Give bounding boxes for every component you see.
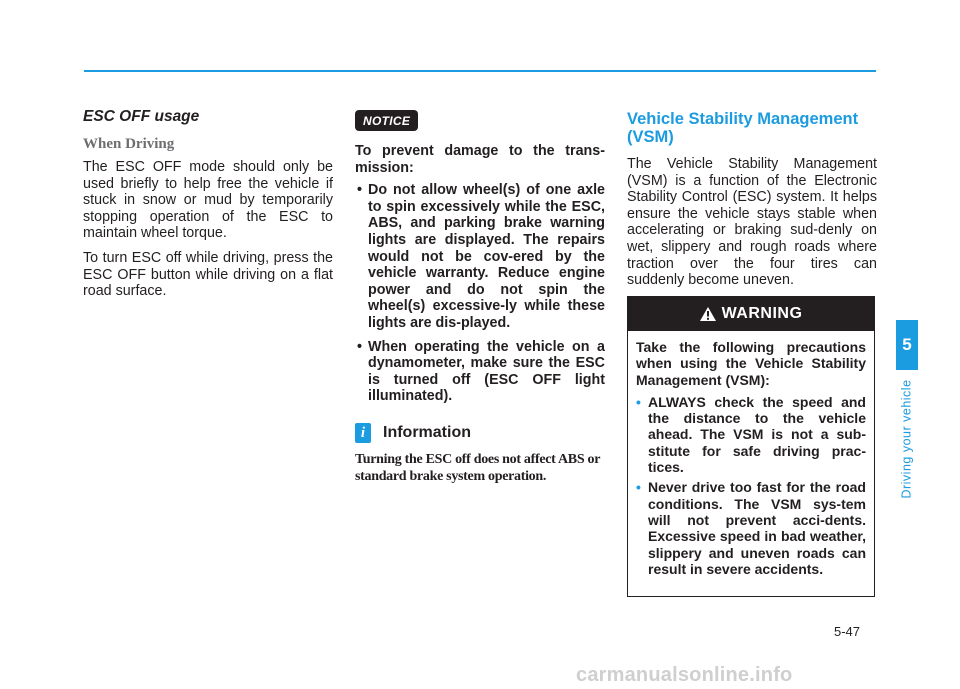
bullet-icon: •	[357, 338, 363, 355]
list-item	[636, 394, 866, 475]
warning-label: WARNING	[721, 305, 803, 322]
notice-intro: To prevent damage to the trans-mission:	[355, 143, 605, 176]
paragraph: The ESC OFF mode should only be used briefly to help free the vehicle if stuck in snow or mud by temporarily stopping operation of the ESC to maintain wheel torque.	[83, 159, 333, 242]
header-rule	[84, 70, 876, 72]
warning-intro: Take the following precautions when using the Vehicle Stability Management (VSM):	[636, 339, 866, 388]
section-heading: ESC OFF usage	[83, 108, 200, 125]
warning-box	[627, 296, 875, 597]
chapter-label-text: Driving your vehicle	[900, 379, 915, 499]
information-text: Turning the ESC off does not affect ABS or standard brake system operation.	[355, 451, 600, 484]
chapter-tab: 5	[896, 320, 918, 370]
list-item	[636, 479, 866, 577]
list-item-text: Never drive too fast for the road conditions. The VSM sys-tem will not prevent acci-dents. Excessive speed in bad weather, slippery and uneven roads can result in severe accidents.	[648, 479, 866, 577]
list-item	[355, 182, 605, 331]
column-notice	[355, 108, 605, 485]
column-vsm	[627, 108, 877, 297]
sub-heading: When Driving	[83, 136, 175, 152]
warning-header	[628, 297, 874, 331]
bullet-icon: •	[357, 182, 363, 199]
footer-watermark[interactable]: carmanualsonline.info	[576, 664, 793, 686]
chapter-label	[896, 374, 918, 504]
list-item-text: Do not allow wheel(s) of one axle to spin excessively while the ESC, ABS, and parking brake warning lights are displayed. The repairs would not be cov-ered by the vehicle warranty. Reduce engine power and do not spin the wheel(s) excessive-ly while these lights are dis-played.	[368, 182, 605, 331]
warning-triangle-icon	[700, 307, 716, 321]
notice-list	[355, 182, 605, 405]
paragraph: To turn ESC off while driving, press the ESC OFF button while driving on a flat road surface.	[83, 249, 333, 300]
paragraph: The Vehicle Stability Management (VSM) is a function of the Electronic Stability Control (ESC) system. It helps ensure the vehicle stays stable when accelerating or braking sud-denly on wet, slippery and rough roads where traction over the four tires can suddenly become uneven.	[627, 156, 877, 289]
warning-body	[628, 331, 874, 577]
information-title: Information	[383, 423, 471, 441]
section-title: Vehicle Stability Management (VSM)	[627, 110, 859, 146]
notice-badge: NOTICE	[355, 110, 418, 131]
list-item-text: When operating the vehicle on a dynamometer, make sure the ESC is turned off (ESC OFF light illuminated).	[368, 338, 605, 405]
warning-list	[636, 394, 866, 577]
column-esc-off	[83, 108, 333, 308]
info-icon: i	[355, 423, 371, 443]
page-number: 5-47	[834, 624, 861, 639]
information-header	[355, 423, 605, 443]
bullet-icon: •	[636, 393, 641, 410]
list-item-text: ALWAYS check the speed and the distance to the vehicle ahead. The VSM is not a sub-stitute for safe driving prac-tices.	[648, 393, 866, 476]
list-item	[355, 339, 605, 405]
bullet-icon: •	[636, 479, 641, 496]
